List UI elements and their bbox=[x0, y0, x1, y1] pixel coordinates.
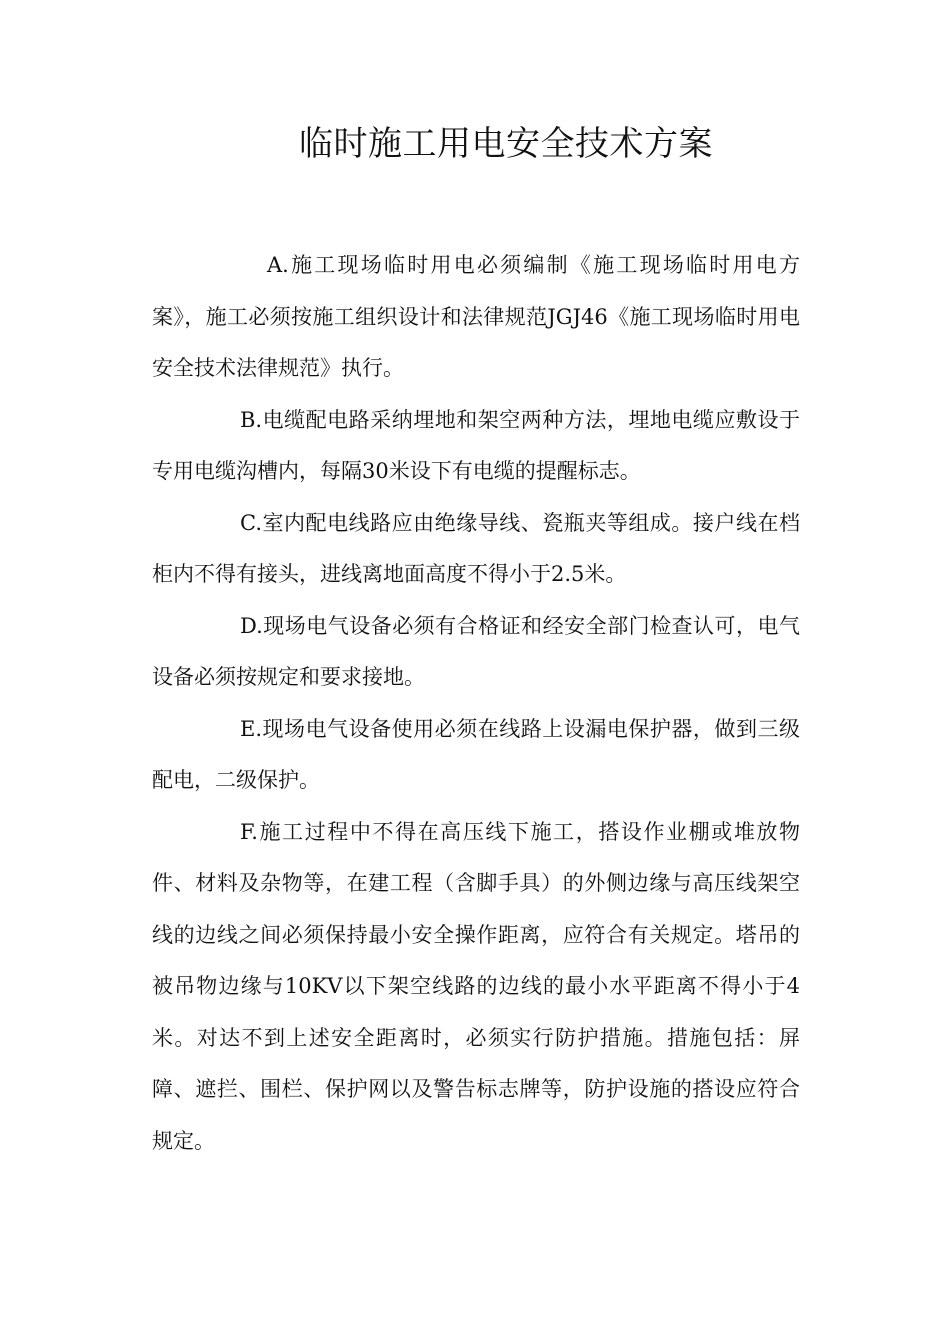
document-title: 临时施工用电安全技术方案 bbox=[299, 124, 713, 164]
paragraph-b: B.电缆配电路采纳埋地和架空两种方法，埋地电缆应敷设于专用电缆沟槽内，每隔30米设下有电缆的提醒标志。 bbox=[152, 407, 800, 483]
paragraph-d: D.现场电气设备必须有合格证和经安全部门检查认可，电气设备必须按规定和要求接地。 bbox=[152, 613, 800, 689]
paragraph-c: C.室内配电线路应由绝缘导线、瓷瓶夹等组成。接户线在档柜内不得有接头，进线离地面高度不得小于2.5米。 bbox=[152, 510, 800, 586]
document-body bbox=[152, 240, 800, 1167]
paragraph-f: F.施工过程中不得在高压线下施工，搭设作业棚或堆放物件、材料及杂物等，在建工程（含脚手具）的外侧边缘与高压线架空线的边线之间必须保持最小安全操作距离，应符合有关规定。塔吊的被吊物边缘与10KV以下架空线路的边线的最小水平距离不得小于4米。对达不到上述安全距离时，必须实行防护措施。措施包括：屏障、遮拦、围栏、保护网以及警告标志牌等，防护设施的搭设应符合规定。 bbox=[152, 819, 800, 1153]
paragraph-a: A.施工现场临时用电必须编制《施工现场临时用电方案》，施工必须按施工组织设计和法律规范JGJ46《施工现场临时用电安全技术法律规范》执行。 bbox=[152, 253, 800, 380]
paragraph-e: E.现场电气设备使用必须在线路上设漏电保护器，做到三级配电，二级保护。 bbox=[152, 716, 800, 792]
